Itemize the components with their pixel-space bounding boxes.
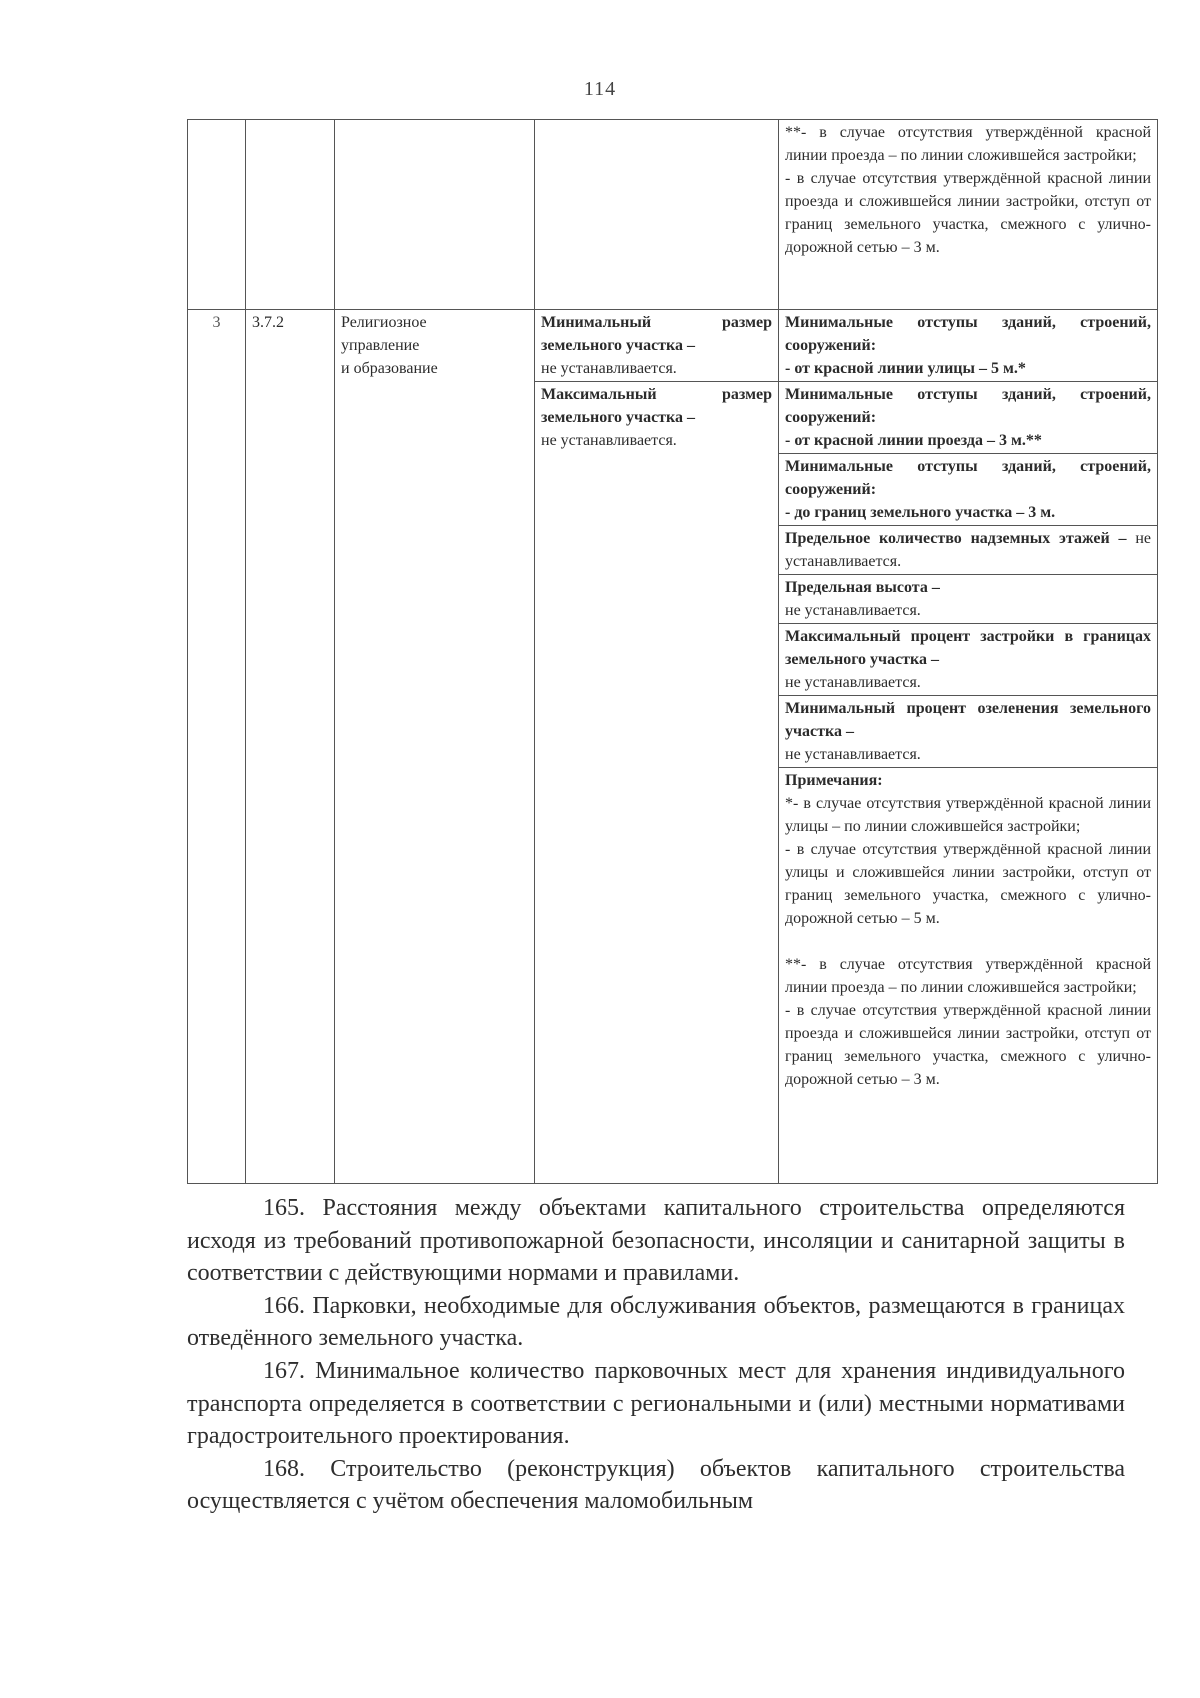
param-title: Минимальные отступы зданий, строений, сооружений: (785, 458, 1151, 498)
param-cell (779, 454, 1158, 526)
param-value: - от красной линии улицы – 5 м.* (785, 360, 1026, 377)
note-text: *- в случае отсутствия утверждённой красной линии улицы – по линии сложившейся застройки; (785, 795, 1151, 835)
param-title: Предельная высота – (785, 579, 940, 596)
min-size-cell (535, 310, 779, 382)
note-text: - в случае отсутствия утверждённой красной линии проезда и сложившейся линии застройки, отступ от границ земельного участка, смежного с улично-дорожной сетью – 3 м. (785, 170, 1151, 256)
note-text: - в случае отсутствия утверждённой красной линии проезда и сложившейся линии застройки, отступ от границ земельного участка, смежного с улично-дорожной сетью – 3 м. (785, 1002, 1151, 1088)
cell-empty (246, 120, 335, 310)
param-cell (779, 575, 1158, 624)
note-text: - в случае отсутствия утверждённой красной линии улицы и сложившейся линии застройки, отступ от границ земельного участка, смежного с улично-дорожной сетью – 5 м. (785, 841, 1151, 927)
paragraph: 166. Парковки, необходимые для обслуживания объектов, размещаются в границах отведённого земельного участка. (187, 1292, 1125, 1352)
param-cell (779, 624, 1158, 696)
regulations-table (187, 119, 1158, 1184)
max-size-cell (535, 382, 779, 1184)
paragraph: 168. Строительство (реконструкция) объектов капитального строительства осуществляется с учётом обеспечения маломобильным (187, 1455, 1125, 1515)
param-title: Максимальный процент застройки в границах земельного участка – (785, 628, 1151, 668)
row-name-line: и образование (341, 360, 438, 377)
row-number-cell (188, 310, 246, 1184)
cell-notes-continued (779, 120, 1158, 310)
notes-title: Примечания: (785, 772, 883, 789)
page-number: 114 (583, 78, 617, 100)
note-text: **- в случае отсутствия утверждённой красной линии проезда – по линии сложившейся застройки; (785, 956, 1151, 996)
param-value: не устанавливается. (785, 530, 1152, 570)
param-value: не устанавливается. (785, 674, 921, 691)
param-cell (779, 526, 1158, 575)
row-name-line: управление (341, 337, 420, 354)
max-size-title: Максимальный размер земельного участка – (541, 386, 772, 426)
param-value: не устанавливается. (785, 602, 921, 619)
param-title: Минимальные отступы зданий, строений, сооружений: (785, 314, 1151, 354)
row-name-cell (335, 310, 535, 1184)
param-value: не устанавливается. (785, 746, 921, 763)
max-size-value: не устанавливается. (541, 432, 677, 449)
paragraph: 167. Минимальное количество парковочных мест для хранения индивидуального транспорта определяется в соответствии с региональными и (или) местными нормативами градостроительного проектирования. (187, 1357, 1125, 1450)
min-size-value: не устанавливается. (541, 360, 677, 377)
param-title: Минимальный процент озеленения земельного участка – (785, 700, 1151, 740)
notes-cell (779, 768, 1158, 1184)
param-title: Предельное количество надземных этажей – (785, 530, 1127, 547)
row-code-cell (246, 310, 335, 1184)
param-cell (779, 696, 1158, 768)
row-code: 3.7.2 (252, 314, 284, 331)
row-name-line: Религиозное (341, 314, 427, 331)
cell-empty (335, 120, 535, 310)
param-value: - до границ земельного участка – 3 м. (785, 504, 1056, 521)
min-size-title: Минимальный размер земельного участка – (541, 314, 772, 354)
param-value: - от красной линии проезда – 3 м.** (785, 432, 1042, 449)
body-text (187, 1192, 1125, 1518)
table-row-continued (188, 120, 1158, 310)
param-cell (779, 382, 1158, 454)
param-title: Минимальные отступы зданий, строений, сооружений: (785, 386, 1151, 426)
table-row (188, 310, 1158, 382)
row-number: 3 (212, 314, 221, 331)
param-cell (779, 310, 1158, 382)
cell-empty (188, 120, 246, 310)
note-text: **- в случае отсутствия утверждённой красной линии проезда – по линии сложившейся застройки; (785, 124, 1151, 164)
paragraph: 165. Расстояния между объектами капитального строительства определяются исходя из требований противопожарной безопасности, инсоляции и санитарной защиты в соответствии с действующими нормами и правилами. (187, 1195, 1125, 1287)
cell-empty (535, 120, 779, 310)
